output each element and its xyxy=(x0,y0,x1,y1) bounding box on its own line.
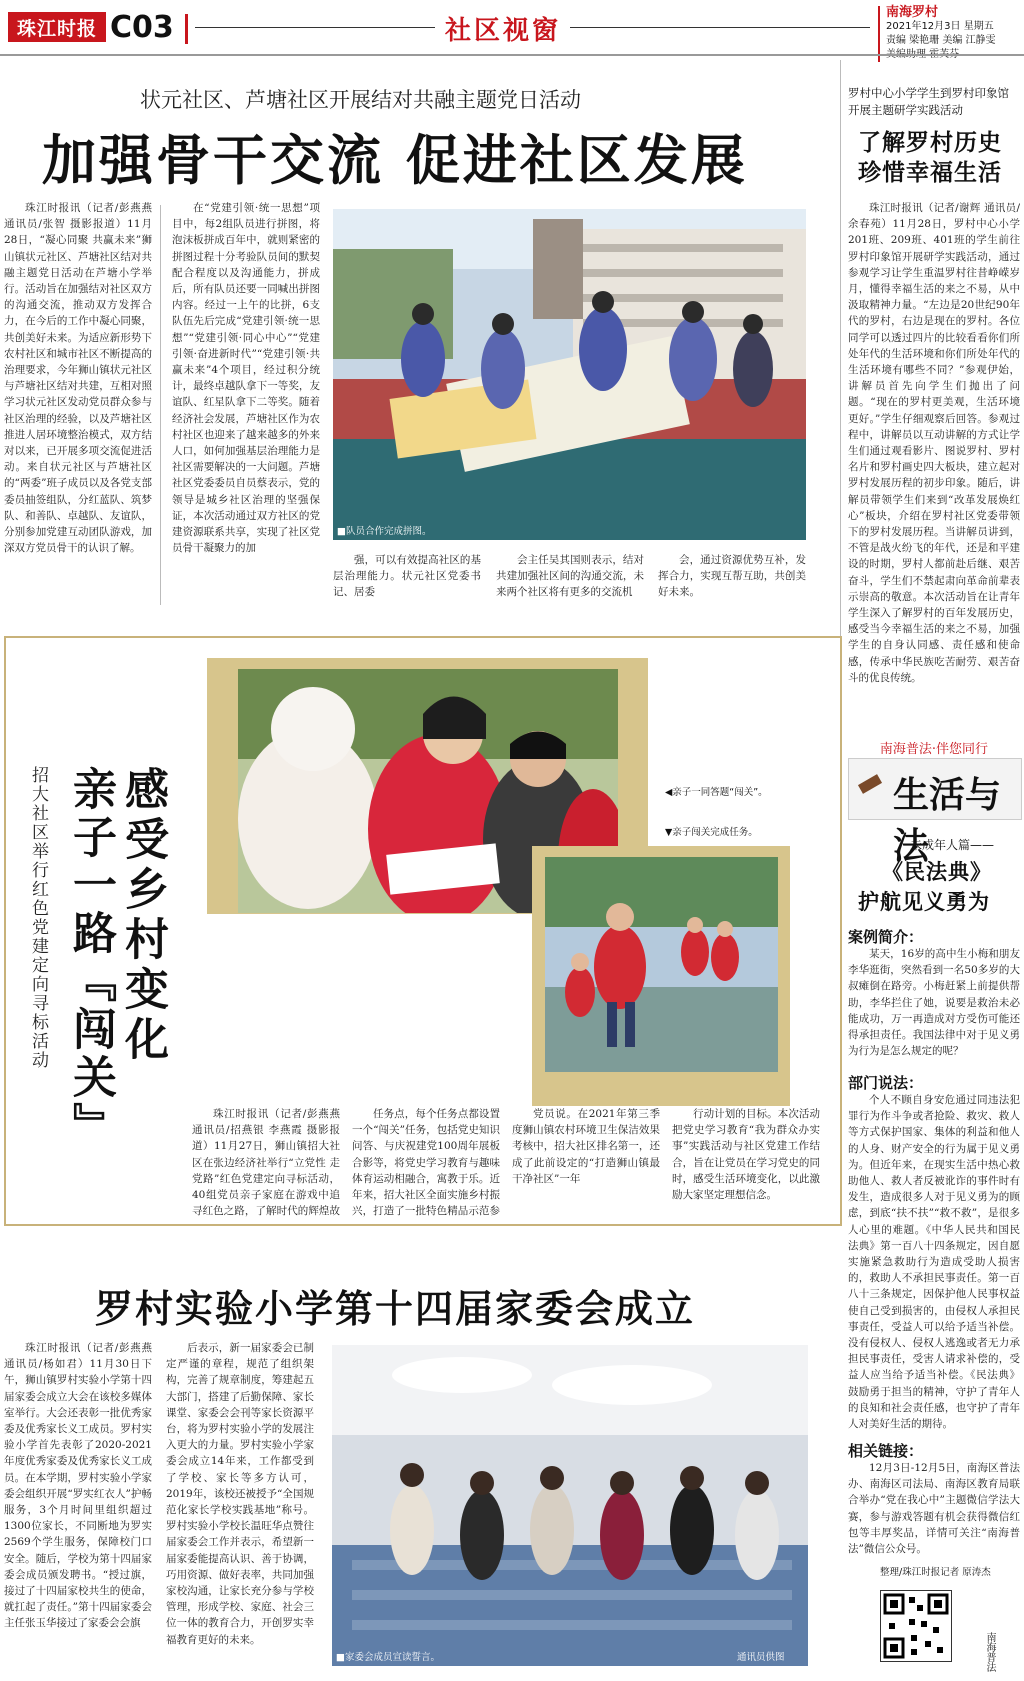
story1-headline: 加强骨干交流 促进社区发展 xyxy=(42,128,748,192)
column-rule xyxy=(160,205,161,605)
issue-date: 2021年12月3日 星期五 xyxy=(886,21,994,32)
qr-code-icon xyxy=(881,1591,951,1661)
sidebar-rule xyxy=(840,60,841,725)
law-credit: 整理/珠江时报记者 原涛杰 xyxy=(880,1567,991,1578)
story3-photo-caption: ■家委会成员宣读誓言。 xyxy=(336,1652,440,1663)
section-rule-left xyxy=(195,27,435,28)
page-number: C03 xyxy=(110,10,174,45)
story3-headline: 罗村实验小学第十四届家委会成立 xyxy=(95,1286,696,1331)
law-logo: 生活与法 xyxy=(893,774,1002,867)
family-running-photo xyxy=(545,857,778,1072)
feature-column-3: 党员说。在2021年第三季度狮山镇农村环境卫生保洁效果考核中，招大社区排名第一，还成了此前设定的“打造狮山镇最干净社区”一年 xyxy=(512,1108,660,1185)
committee-oath-photo xyxy=(332,1345,808,1666)
story3-photo-credit: 通讯员供图 xyxy=(737,1652,785,1663)
law-link-body: 12月3日-12月5日，南海区普法办、南海区司法局、南海区教育局联合举办“党在我心中”主题微信学法大赛，参与游戏答题有机会获得微信红包等丰厚奖品，详情可关注“南海普法”微信公众号。 xyxy=(848,1462,1020,1556)
gavel-icon xyxy=(858,774,882,794)
law-dept-body: 个人不顾自身安危通过同违法犯罪行为作斗争或者抢险、救灾、救人等方式保护国家、集体的利益和他人的人身、财产安全的行为属于见义勇为。但近年来，在现实生活中热心救助他人、救人者反被讹诈的事件时有发生，造成很多人对于见义勇为的顾虑，到底“扶不扶”“救不救”，是很多人心里的难题。《中华人民共和国民法典》第一百八十四条规定，因自愿实施紧急救助行为造成受助人损害的，救助人不承担民事责任。第一百八十三条规定，因保护他人民事权益使自己受到损害的，由侵权人承担民事责任，受益人可以给予适当补偿。没有侵权人、侵权人逃逸或者无力承担民事责任，受害人请求补偿的，受益人应当给予适当补偿。《民法典》鼓励勇于担当的精神，守护了青年人的良知和社会责任感，也守护了青年人对美好生活的期待。 xyxy=(848,1094,1020,1431)
masthead-divider xyxy=(185,14,188,44)
feature-caption-2: ▼亲子闯关完成任务。 xyxy=(665,827,758,838)
sidebar1-body: 珠江时报讯（记者/谢辉 通讯员/余春苑）11月28日，罗村中心小学201班、209班、401班的学生前往罗村印象馆开展研学实践活动，通过参观学习让学生重温罗村往昔峥嵘岁月，懂得幸福生活的来之不易，从中汲取精神力量。“左边是20世纪90年代的罗村，右边是现在的罗村。各位同学可以透过四片的比较看看你们所处年代的生活环境和你们所处年代的生活环境有哪些不同？”参观伊始，讲解员首先向学生们抛出了问题。“现在的罗村更美观，生活环境更好。”学生仔细观察后回答。参观过程中，讲解员以互动讲解的方式让学生们通过观看影片、图说罗村、罗村名片和罗村画史四大板块，建立起对罗村发展历程的初步印象。随后，讲解员带领学生们来到“改革发展焕红心”板块，介绍在罗村社区党委带领下的罗村发展历程。当讲解员讲到，不管是战火纷飞的年代，还是和平建设的时期，罗村人都前赴后继、艰苦奋斗，学生们不禁起肃向革命前辈表示崇高的敬意。本次活动旨在让青年学生深入了解罗村的百年发展历史，感受当今幸福生活的来之不易，加强学生的自身认同感、责任感和使命感，传承中华民族吃苦耐劳、艰苦奋斗的优良传统。 xyxy=(848,202,1020,684)
top-rule xyxy=(0,54,1024,56)
story1-kicker: 状元社区、芦塘社区开展结对共融主题党日活动 xyxy=(140,88,581,112)
feature-column-1: 珠江时报讯（记者/彭燕燕 通讯员/招燕银 李燕霞 摄影报道）11月27日，狮山镇招大社区在张边经济社举行“立党性 走党路”红色党建定向寻标活动，40组党员亲子家庭在游戏中追寻红色之路，了解时代的辉煌故 xyxy=(192,1108,340,1218)
feature-headline-1: 感受乡村变化 xyxy=(117,766,168,1066)
sidebar1-headline-2: 珍惜幸福生活 xyxy=(858,159,1002,186)
feature-column-2: 任务点，每个任务点都设置一个“闯关”任务，包括党史知识问答、与庆祝建党100周年展板合影等，将党史学习教育与趣味体育运动相融合，寓教于乐。近年来，招大社区全面实施乡村振兴，打造了一批特色精品示范参 xyxy=(352,1108,500,1218)
story1-photo-caption: ■队员合作完成拼图。 xyxy=(337,526,432,537)
story3-column-1: 珠江时报讯（记者/彭燕燕 通讯员/杨如君）11月30日下午，狮山镇罗村实验小学第十四届家委会成立大会在该校多媒体室举行。大会还表彰一批优秀家委及优秀家长义工成员。罗村实验小学首先表彰了2020-2021年度优秀家委及优秀家长义工成员。在本学期，罗村实验小学家委会组织开展“罗实红衣人”护畅服务，3个月时间里组织超过1300位家长，不同断地为罗实2569个学生服务，保障校门口安全。随后，学校为第十四届家委会成员颁发聘书。“授过旗，接过了十四届家校共生的使命，就扛起了责任。”第十四届家委会主任张玉华接过了家委会会旗 xyxy=(4,1342,152,1630)
law-dept-heading: 部门说法： xyxy=(848,1074,924,1092)
feature-caption-1: ◀亲子一同答题“闯关”。 xyxy=(665,787,768,798)
sidebar1-kicker: 罗村中心小学学生到罗村印象馆开展主题研学实践活动 xyxy=(848,86,1009,117)
editor-credits: 责编 梁艳珊 美编 江静雯 xyxy=(886,35,996,46)
story3-photo xyxy=(332,1345,808,1666)
story1-photo xyxy=(333,209,806,540)
law-pre-title: 未成年人篇—— xyxy=(910,838,995,852)
law-title-2: 护航见义勇为 xyxy=(858,889,990,914)
edition-brand: 南海罗村 xyxy=(886,5,939,20)
law-title-1: 《民法典》 xyxy=(882,859,992,884)
section-title: 社区视窗 xyxy=(445,16,562,46)
law-tag: 南海普法·伴您同行 xyxy=(879,742,989,757)
story1-column-3: 强，可以有效提高社区的基层治理能力。状元社区党委书记、居委 xyxy=(333,554,481,599)
sidebar1-headline-1: 了解罗村历史 xyxy=(858,129,1002,156)
law-case-body: 某天，16岁的高中生小梅和朋友李华逛街，突然看到一名50多岁的大叔瘫倒在路旁。小梅赶紧上前提供帮助，李华拦住了她，说要是救治未必能成功，万一再造成对方受伤可能还得承担责任。我国法律中对于见义勇为行为是怎么规定的呢？ xyxy=(848,948,1020,1058)
section-rule-right xyxy=(570,27,870,28)
law-case-heading: 案例简介： xyxy=(848,928,924,946)
feature-subhead: 招大社区举行红色党建定向寻标活动 xyxy=(28,766,48,1070)
feature-headline-2: 亲子一路『闯关』 xyxy=(65,766,116,1150)
story3-column-2: 后表示，新一届家委会已制定严谨的章程，规范了组织架构，完善了规章制度，筹建起五大部门，搭建了后勤保障、家长课堂、家委会会刊等家长资源平台，将为罗村实验小学的发展注入更大的力量。罗村实验小学家委会成立14年来，工作都受到了学校、家长等多方认可，2019年，该校还被授予“全国规范化家长学校实践基地”称号。罗村实验小学校长温旺华点赞往届家委会工作并表示，希望新一届家委能提高认识、善于协调，巧用资源、做好表率，共同加强家校沟通，让家长充分参与学校管理，形成学校、家庭、社会三位一体的教育合力，开创罗实幸福教育更好的未来。 xyxy=(166,1342,314,1646)
qr-code[interactable] xyxy=(880,1590,952,1662)
story1-column-2: 在“党建引领·统一思想”项目中，每2组队员进行拼图，将泡沫板拼成百年中，就则紧密的拼图过程十分考验队员间的默契配合程度以及沟通能力，拼成后，所有队员还要一同喊出拼图内容。经过一上午的比拼，6支队伍先后完成“党建引领·统一思想”“党建引领·同心中心”“党建引领·奋进新时代”“党建引领·共赢未来”4个项目，经过积分统计，最终卓越队拿下一等奖，友谊队、红星队拿下二等奖。随着经济社会发展，芦塘社区作为农村社区也迎来了越来越多的外来人口，如何加强基层治理能力是社区需要解决的一大问题。芦塘社区党委委员自员蔡表示，党的领导是城乡社区治理的坚强保证，本次活动通过双方社区的党建资源联系共享，实现了社区党员骨干凝聚力的加 xyxy=(172,202,320,555)
story1-column-5: 会，通过资源优势互补，发挥合力，实现互帮互助，共创美好未来。 xyxy=(658,554,806,599)
law-link-heading: 相关链接： xyxy=(848,1442,924,1460)
newspaper-logo: 珠江时报 xyxy=(8,12,106,42)
story1-column-4: 会主任吴其国则表示，结对共建加强社区间的沟通交流，未来两个社区将有更多的交流机 xyxy=(496,554,644,599)
feature-photo-2 xyxy=(545,857,778,1072)
qr-label: 南海普法 xyxy=(984,1632,995,1672)
story1-column-1: 珠江时报讯（记者/彭燕燕 通讯员/张智 摄影报道）11月28日，“凝心同聚 共赢未来”狮山镇状元社区、芦塘社区结对共融主题党日活动在芦塘小学举行。活动旨在加强结对社区双方的沟通交流，推动双方发挥合力，在今后的工作中凝心同聚，共创美好未来。为适应新形势下农村社区和城市社区不断提高的治理要求，今年狮山镇状元社区与芦塘社区结对共建，互相对照学习状元社区发动党员群众参与社区治理的经验，以及芦塘社区推进人居环境整治模式，双方结对以来，已开展多项交流促进活动。来自状元社区与芦塘社区的“两委”班子成员以及各党支部委员抽签组队，分红蓝队、筑梦队、和善队、卓越队、友谊队，分别参加党建互动团队游戏，加深双方党员骨干的认识了解。 xyxy=(4,202,152,555)
feature-column-4: 行动计划的目标。本次活动把党史学习教育“我为群众办实事”实践活动与社区党建工作结合，旨在让党员在学习党史的同时，感受生活环境变化，以此激励大家坚定理想信念。 xyxy=(672,1108,820,1202)
team-puzzle-photo xyxy=(333,209,806,540)
